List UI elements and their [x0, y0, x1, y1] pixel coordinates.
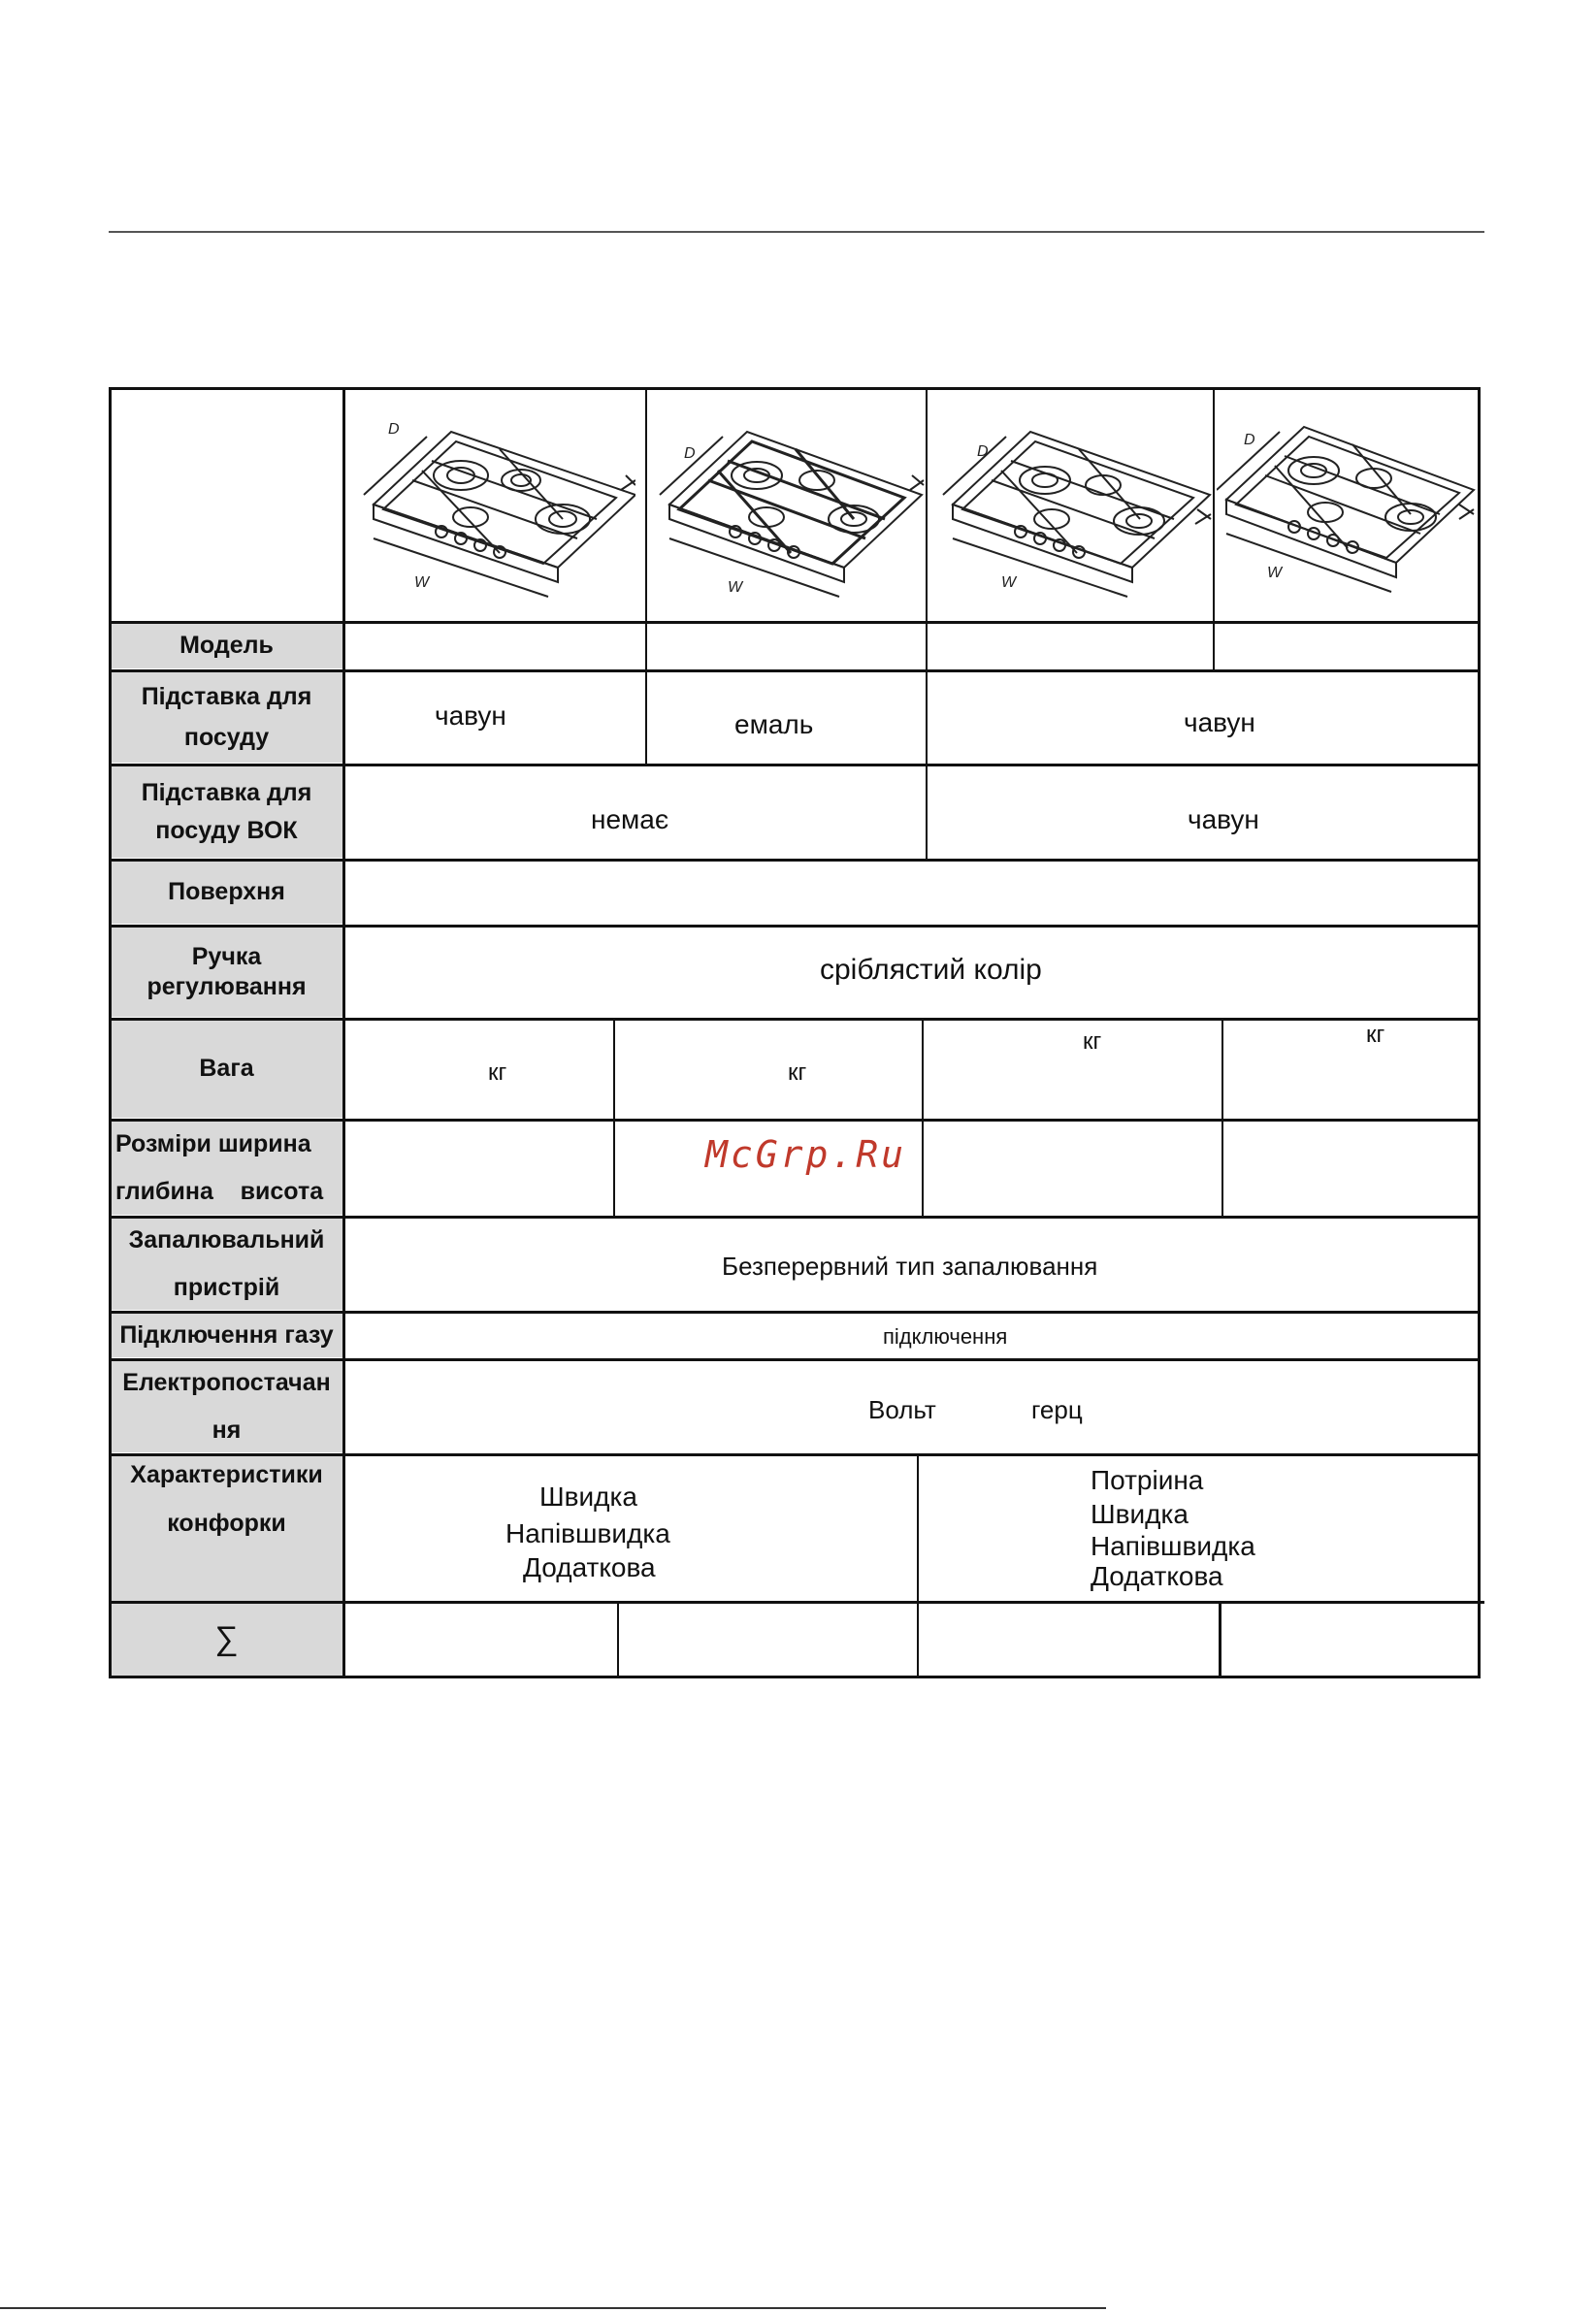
- width-label: W: [414, 574, 430, 591]
- row-header-power: Електропостачан ня: [110, 1361, 343, 1452]
- col-divider: [645, 387, 647, 669]
- burners-left-1: Швидка: [539, 1482, 637, 1512]
- col-divider: [922, 1018, 924, 1216]
- hob-diagram-4: [1217, 403, 1479, 611]
- row-header-wok-support: Підставка для посуду ВОК: [110, 766, 343, 858]
- burners-left-2: Напівшвидка: [505, 1518, 670, 1548]
- row-header-surface: Поверхня: [110, 862, 343, 924]
- table-left-border: [109, 387, 112, 1678]
- row-divider: [109, 1358, 1481, 1361]
- burners-right-3: Напівшвидка: [1091, 1531, 1255, 1561]
- row-header-knob: Ручка регулювання: [110, 928, 343, 1017]
- row-header-weight: Вага: [110, 1021, 343, 1118]
- row-divider: [109, 925, 1481, 928]
- burners-right-1: Потрiина: [1091, 1465, 1204, 1495]
- pan-support-col1: чавун: [435, 700, 506, 731]
- weight-unit-1: кг: [488, 1059, 507, 1086]
- power-volt: Вольт: [868, 1395, 936, 1424]
- weight-unit-2: кг: [788, 1059, 807, 1086]
- weight-unit-3: кг: [1083, 1028, 1102, 1055]
- width-label: W: [1267, 565, 1283, 581]
- row-divider: [109, 764, 1481, 766]
- table-top-border: [109, 387, 1481, 390]
- watermark: McGrp.Ru: [705, 1133, 907, 1176]
- bottom-rule: [0, 2307, 1106, 2309]
- depth-label: D: [388, 421, 400, 438]
- col-divider: [1221, 1018, 1223, 1216]
- hob-diagram-1: [354, 403, 635, 611]
- row-header-ignition: Запалювальний пристрій: [110, 1219, 343, 1310]
- width-label: W: [728, 579, 743, 596]
- col-divider: [1219, 1601, 1221, 1676]
- table-bottom-border: [109, 1676, 1481, 1678]
- row-header-burners: Характеристики конфорки: [110, 1456, 343, 1606]
- row-header-dimensions: Розміри ширина глибина висота: [110, 1122, 343, 1215]
- depth-label: D: [684, 445, 696, 462]
- hob-diagram-3: [933, 403, 1215, 611]
- row-header-model: Модель: [110, 624, 343, 668]
- depth-label: D: [977, 443, 989, 460]
- row-divider: [109, 669, 1481, 672]
- hob-diagram-2: [650, 403, 927, 611]
- width-label: W: [1001, 574, 1017, 591]
- row-divider: [109, 621, 1481, 624]
- burners-left-3: Додаткова: [523, 1552, 656, 1582]
- row-header-sum: ∑: [110, 1604, 343, 1676]
- row-divider: [109, 1453, 1481, 1456]
- col-divider: [926, 669, 928, 764]
- row-divider: [109, 1601, 1484, 1604]
- col-divider: [617, 1601, 619, 1676]
- top-rule: [109, 231, 1484, 233]
- row-divider: [109, 1311, 1481, 1314]
- burners-right-4: Додаткова: [1091, 1561, 1223, 1591]
- row-divider: [109, 1119, 1481, 1122]
- row-header-gas: Підключення газу: [110, 1314, 343, 1357]
- gas-connection: підключення: [883, 1324, 1008, 1349]
- depth-label: D: [1244, 432, 1255, 448]
- col-divider: [917, 1453, 919, 1676]
- power-hz: герц: [1031, 1395, 1083, 1424]
- table-header-col-border: [342, 387, 345, 1678]
- row-header-pan-support: Підставка для посуду: [110, 672, 343, 763]
- col-divider: [645, 669, 647, 764]
- row-divider: [109, 859, 1481, 862]
- ignition-type: Безперервний тип запалювання: [722, 1252, 1098, 1281]
- burners-right-2: Швидка: [1091, 1499, 1189, 1529]
- col-divider: [926, 764, 928, 859]
- wok-col34: чавун: [1188, 804, 1259, 834]
- row-divider: [109, 1216, 1481, 1219]
- pan-support-col34: чавун: [1184, 707, 1255, 737]
- pan-support-col2: емаль: [734, 709, 814, 739]
- row-divider: [109, 1018, 1481, 1021]
- wok-col12: немає: [591, 804, 669, 834]
- weight-unit-4: кг: [1366, 1022, 1385, 1048]
- knob-color: сріблястий колір: [820, 954, 1042, 986]
- col-divider: [613, 1018, 615, 1216]
